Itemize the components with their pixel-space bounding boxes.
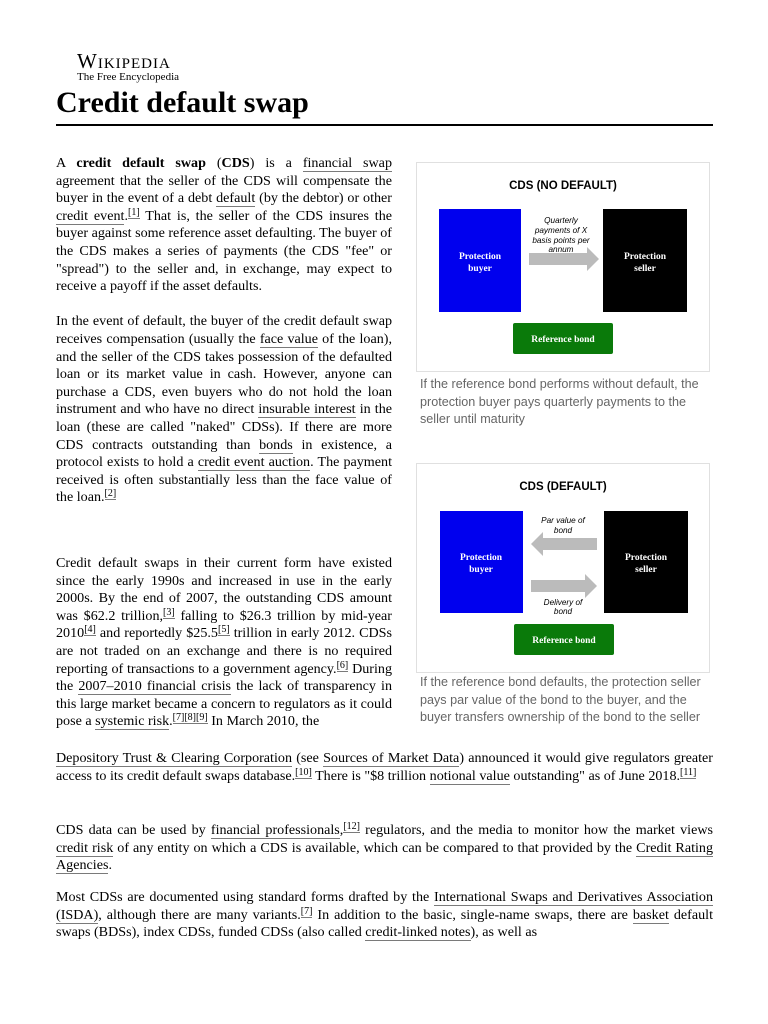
paragraph-intro: A credit default swap (CDS) is a financial swap agreement that the seller of the CDS will compensate the buyer in the event of a debt default (by the debtor) or other credit event.[1] That is, the seller of the CDS insures the buyer against some reference asset defaulting. The buyer of the CDS makes a series of payments (the CDS "fee" or "spread") to the seller and, in exchange, may expect to receive a payoff if the asset defaults. [56,155,392,295]
citation-9[interactable]: [9] [196,712,208,724]
link-basket[interactable]: basket [632,906,669,923]
citation-12[interactable]: [12] [343,821,360,832]
paragraph-history: Credit default swaps in their current form have existed since the early 1990s and increased in use in the early 2000s. By the end of 2007, the outstanding CDS amount was $62.2 trillion,[3] falling to $26.3 trillion by mid-year 2010[4] and reportedly $25.5[5] trillion in early 2012. CDSs are not traded on an exchange and there is no required reporting of transactions to a government agency.[6] During the 2007–2010 financial crisis the lack of transparency in this large market became a concern to regulators as it could pose a systemic risk.[7][8][9] In March 2010, the [56,555,392,730]
link-credit-risk[interactable]: credit risk [56,839,114,856]
citation-4[interactable]: [4] [84,624,96,636]
citation-11[interactable]: [11] [680,766,697,778]
paragraph-history-continued: Depository Trust & Clearing Corporation (see Sources of Market Data) announced it would give regulators greater access to its credit default swaps database.[10] There is "$8 trillion notional value outstanding" as of June 2018.[11] [56,750,713,784]
citation-7b[interactable]: [7] [300,905,313,917]
buyer-label-line1: Protection [459,553,503,563]
citation-1[interactable]: [1] [127,206,140,218]
top-arrow-label-line1: Par value of [541,516,585,525]
link-default[interactable]: default [216,190,256,207]
reference-bond-label: Reference bond [532,636,596,646]
bottom-arrow-label-line2: bond [553,607,573,616]
seller-label-line2: seller [634,264,656,274]
diagram-heading: CDS (NO DEFAULT) [509,180,617,192]
citation-8[interactable]: [8] [184,712,197,724]
paragraph-data-use: CDS data can be used by financial professionals,[12] regulators, and the media to monitor how the market views credit risk of any entity on which a CDS is available, which can be compared to that provided by the Credit Rating Agencies. [56,821,713,874]
link-credit-linked-notes[interactable]: credit-linked notes [365,924,471,941]
top-arrow-label-line2: bond [553,526,573,535]
link-face-value[interactable]: face value [259,330,318,347]
link-notional-value[interactable]: notional value [429,767,510,784]
delivery-arrow-right [531,574,597,598]
page-title: Credit default swap [56,86,309,119]
link-systemic-risk[interactable]: systemic risk [95,713,170,730]
link-isda[interactable]: International Swaps and Derivatives Association (ISDA) [56,889,713,923]
citation-6[interactable]: [6] [336,659,349,671]
link-financial-crisis[interactable]: 2007–2010 financial crisis [78,678,232,695]
diagram-no-default [417,163,709,371]
citation-10[interactable]: [10] [295,766,312,778]
bold-term: CDS [221,155,250,171]
seller-label-line1: Protection [624,553,668,563]
seller-label-line1: Protection [623,252,667,262]
logo-tagline: The Free Encyclopedia [77,71,180,83]
citation-2[interactable]: [2] [104,488,117,500]
link-financial-swap[interactable]: financial swap [302,155,392,171]
seller-label-line2: seller [635,565,657,575]
citation-3[interactable]: [3] [163,606,175,618]
link-bonds[interactable]: bonds [259,436,293,453]
link-financial-professionals[interactable]: financial professionals [210,822,340,838]
citation-5[interactable]: [5] [217,624,230,636]
buyer-label-line2: buyer [469,565,493,575]
wikipedia-logo[interactable] [77,50,217,83]
figure-caption-no-default: If the reference bond performs without default, the protection buyer pays quarterly payments to the seller until maturity [420,377,699,426]
citation-7[interactable]: [7] [172,712,185,724]
figure-caption-default: If the reference bond defaults, the protection seller pays par value of the bond to the buyer, and the buyer transfers ownership of the bond to the seller [420,675,701,724]
buyer-label-line2: buyer [468,264,492,274]
bold-term: credit default swap [76,155,206,171]
link-insurable-interest[interactable]: insurable interest [258,401,356,418]
arrow-label-line2: payments of X [534,226,588,235]
reference-bond-label: Reference bond [531,335,595,345]
diagram-default [417,464,709,672]
bottom-arrow-label-line1: Delivery of [543,598,583,607]
figure-cds-default[interactable] [416,463,710,673]
link-dtcc[interactable]: Depository Trust & Clearing Corporation [56,750,292,766]
paragraph-default: In the event of default, the buyer of the credit default swap receives compensation (usually the face value of the loan), and the seller of the CDS takes possession of the defaulted loan or its market value in cash. However, anyone can purchase a CDS, even buyers who do not hold the loan instrument and who have no direct insurable interest in the loan (these are called "naked" CDSs). If there are more CDS contracts outstanding than bonds in existence, a protocol exists to hold a credit event auction. The payment received is often substantially less than the face value of the loan.[2] [56,313,393,506]
figure-cds-no-default[interactable] [416,162,710,372]
par-value-arrow-left [531,532,597,556]
paragraph-history-column [56,555,392,731]
paragraph-isda: Most CDSs are documented using standard forms drafted by the International Swaps and Derivatives Association (ISDA), although there are many variants.[7] In addition to the basic, single-name swaps, there are basket default swaps (BDSs), index CDSs, funded CDSs (also called credit-linked notes), as well as [56,889,713,941]
diagram-heading: CDS (DEFAULT) [519,481,607,493]
link-sources-market-data[interactable]: Sources of Market Data [323,750,460,766]
arrow-label-line1: Quarterly [544,216,578,225]
article-column [56,155,392,507]
logo-wordmark: Wikipedia [77,49,171,73]
link-credit-event[interactable]: credit event [56,207,125,224]
buyer-label-line1: Protection [458,252,502,262]
title-divider [56,124,713,126]
arrow-label-line4: annum [548,245,574,254]
arrow-label-line3: basis points per [532,236,590,245]
link-credit-event-auction[interactable]: credit event auction [197,454,311,471]
link-credit-rating-agencies[interactable]: Credit Rating Agencies [56,839,713,874]
